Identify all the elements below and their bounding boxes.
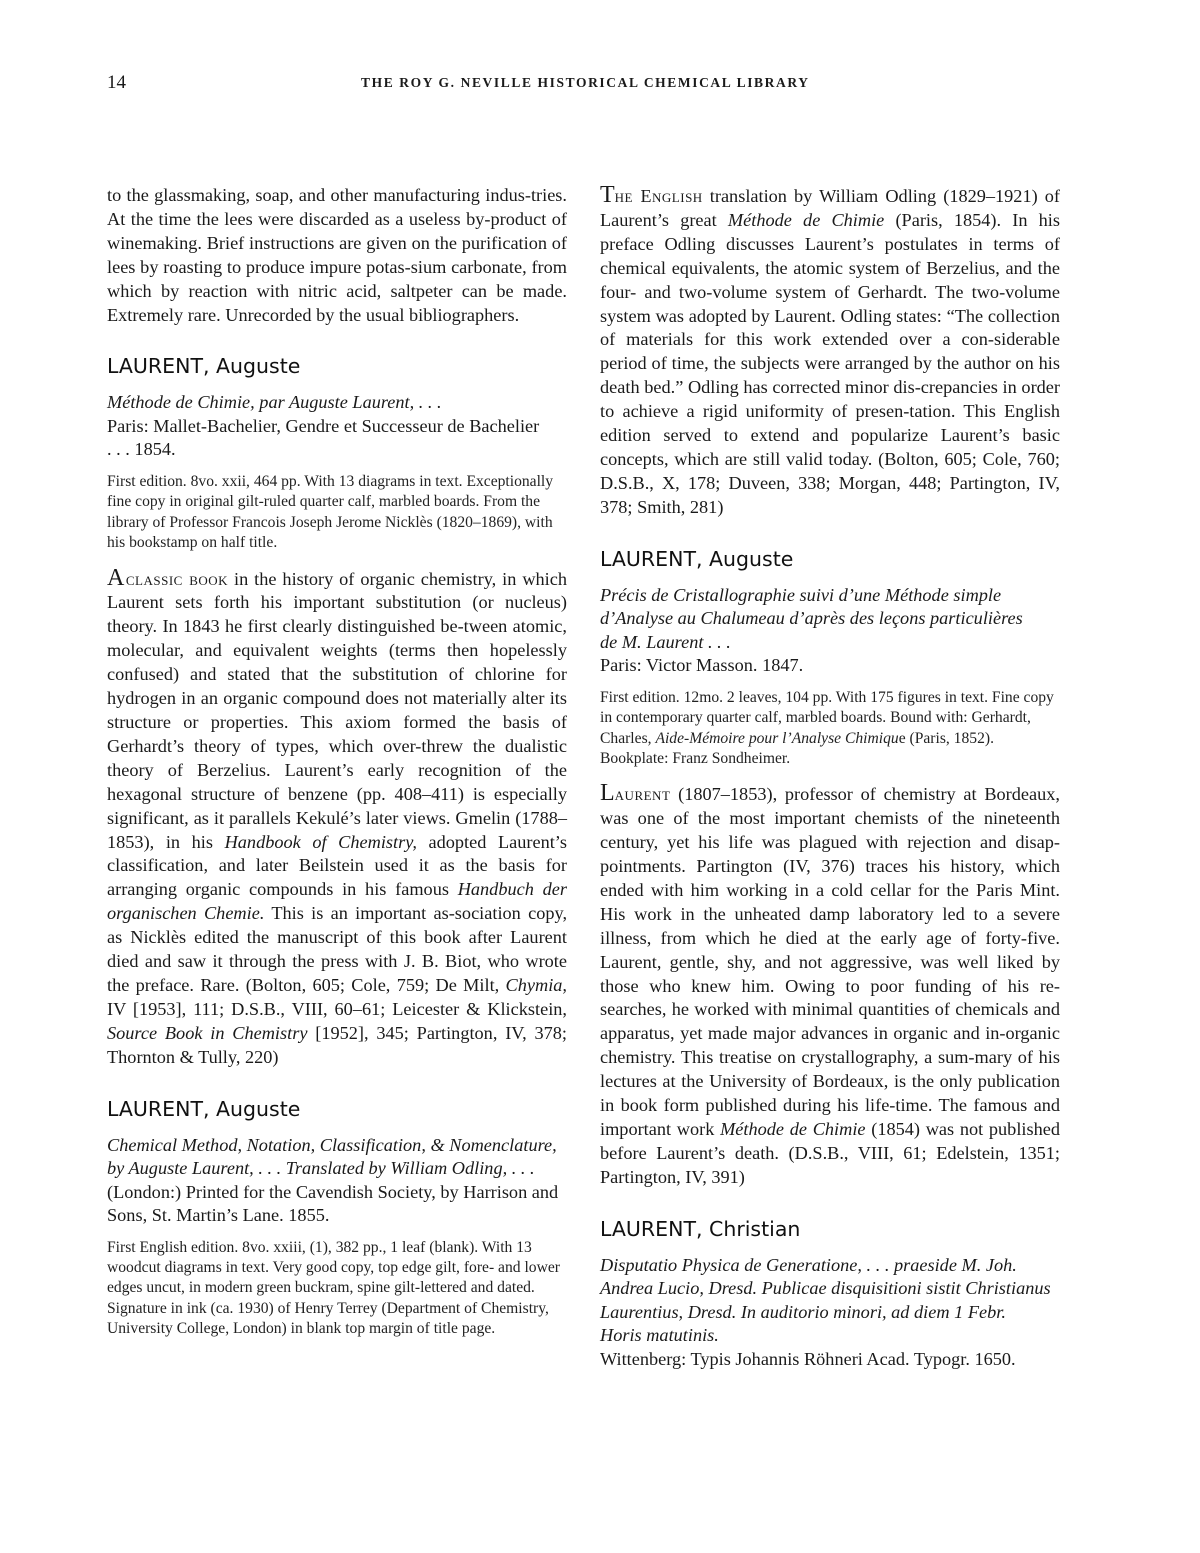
book-title-line: Laurentius, Dresd. In auditorio minori, ad diem 1 Febr. bbox=[600, 1301, 1006, 1322]
running-title: THE ROY G. NEVILLE HISTORICAL CHEMICAL LIBRARY bbox=[361, 75, 810, 90]
text-segment: in the history of organic chemistry, in which Laurent sets forth his important substitution (or nucleus) theory. In 1843 he first clearly distinguished be-tween atomic, molecular, and equivalent weights (terms then hopelessly confused) and stated that the substitution of chlorine for hydrogen in an organic compound does not materially alter its structure or properties. This axiom formed the basis of Gerhardt’s theory of types, which over-threw the dualistic theory of Berzelius. Laurent’s early recognition of the hexagonal structure of benzene (pp. 408–411) is especially significant, as it parallels Kekulé’s later views. Gmelin (1788–1853), in his bbox=[107, 568, 568, 852]
book-title-italic: Méthode de Chimie bbox=[720, 1119, 866, 1139]
text-segment: First edition. 12mo. 2 leaves, 104 pp. With 175 figures in text. Fine copy in contemporary quarter calf, marbled boards. Bound with: Gerhardt, Charles, bbox=[600, 688, 1054, 747]
book-title: Méthode de Chimie, par Auguste Laurent, . . . bbox=[107, 392, 442, 413]
imprint-line: Paris: Victor Masson. 1847. bbox=[600, 655, 804, 676]
entry-laurent-methode-de-chimie bbox=[107, 353, 567, 1069]
commentary-paragraph bbox=[600, 782, 1060, 1189]
commentary-paragraph bbox=[107, 564, 568, 1070]
text-segment: translation by William Odling (1829–1921) of Laurent’s great bbox=[600, 186, 1060, 230]
entry-laurent-chemical-method bbox=[107, 1096, 567, 1340]
imprint-line: (London:) Printed for the Cavendish Society, by Harrison and Sons, St. Martin’s Lane. 1855. bbox=[107, 1181, 559, 1226]
text-segment: e (Paris, 1852). Bookplate: Franz Sondheimer. bbox=[600, 729, 994, 767]
bibliographic-citation bbox=[107, 391, 567, 462]
text-segment: [1952], 345; Partington, IV, 378; Thornton & Tully, 220) bbox=[107, 1022, 568, 1067]
page-number: 14 bbox=[107, 72, 126, 93]
right-column bbox=[600, 184, 1060, 1381]
continued-paragraph: to the glassmaking, soap, and other manufacturing indus-tries. At the time the lees were discarded as a useless by-product of winemaking. Brief instructions are given on the purification of lees by roasting to produce impure potas-sium carbonate, from which by reaction with nitric acid, saltpeter can be made. Extremely rare. Unrecorded by the usual bibliographers. bbox=[107, 185, 567, 325]
book-title-line: by Auguste Laurent, . . . Translated by William Odling, . . . bbox=[107, 1158, 535, 1179]
imprint-line: . . . 1854. bbox=[107, 439, 176, 460]
continued-commentary bbox=[600, 184, 1060, 520]
running-header bbox=[107, 72, 810, 96]
book-title-italic: Aide-Mémoire pour l’Analyse Chimiqu bbox=[655, 729, 899, 747]
entry-heading: LAURENT, Auguste bbox=[600, 546, 794, 571]
lead-smallcaps: aurent bbox=[614, 784, 671, 805]
lead-initial: L bbox=[600, 780, 615, 807]
book-title-line: Disputatio Physica de Generatione, . . . praeside M. Joh. bbox=[600, 1254, 1017, 1275]
book-title-line: Andrea Lucio, Dresd. Publicae disquisitioni sistit Christianus bbox=[600, 1278, 1051, 1299]
imprint-line: Wittenberg: Typis Johannis Röhneri Acad. Typogr. 1650. bbox=[600, 1348, 1016, 1369]
book-title-italic: Handbook of Chemistry, bbox=[224, 831, 417, 852]
bibliographic-citation bbox=[600, 584, 1060, 678]
lead-initial: A bbox=[107, 564, 125, 591]
book-title-italic: Source Book in Chemistry bbox=[107, 1022, 308, 1043]
text-segment: adopted Laurent’s classification, and later Beilstein used it as the basis for arranging organic compounds in his famous bbox=[107, 831, 567, 900]
physical-description: First English edition. 8vo. xxiii, (1), 382 pp., 1 leaf (blank). With 13 woodcut diagrams in text. Very good copy, top edge gilt, fore- and lower edges uncut, in modern green buckram, spine gilt-lettered and dated. Signature in ink (ca. 1930) of Henry Terrey (Department of Chemistry, University College, London) in blank top margin of title page. bbox=[107, 1238, 560, 1338]
entry-heading: LAURENT, Auguste bbox=[107, 354, 301, 379]
entry-heading: LAURENT, Christian bbox=[600, 1216, 801, 1241]
entry-laurent-precis-de-cristallographie bbox=[600, 546, 1060, 1190]
text-segment: (1854) was not published before Laurent’s death. (D.S.B., VIII, 61; Edelstein, 1351; Partington, IV, 391) bbox=[600, 1119, 1060, 1187]
book-title-line: de M. Laurent . . . bbox=[600, 631, 731, 652]
text-segment: IV [1953], 111; D.S.B., VIII, 60–61; Leicester & Klickstein, bbox=[107, 998, 567, 1019]
left-column bbox=[107, 184, 567, 1353]
text-segment: (1807–1853), professor of chemistry at Bordeaux, was one of the most important chemists of the nineteenth century, yet his life was plagued with rejection and disap-pointments. Partington (IV, 376) traces his history, which ended with him working in a cold cellar for the Paris Mint. His work in the unheated damp laboratory led to a severe illness, from which he died at the early age of forty-five. Laurent, gentle, shy, and not aggressive, was well liked by those who knew him. Owing to poor funding of his re-searches, he worked with minimal quantities of chemicals and apparatus, yet made major advances in organic and in-organic chemistry. This treatise on crystallography, a sum-mary of his lectures at the University of Bordeaux, is the only publication in book form published during his life-time. The famous and important work bbox=[600, 784, 1060, 1139]
physical-description: First edition. 8vo. xxii, 464 pp. With 13 diagrams in text. Exceptionally fine copy in original gilt-ruled quarter calf, marbled boards. From the library of Professor Francois Joseph Jerome Nicklès (1820–1869), with his bookstamp on half title. bbox=[107, 472, 554, 552]
book-title-line: Horis matutinis. bbox=[600, 1325, 719, 1346]
book-title-line: Précis de Cristallographie suivi d’une Méthode simple bbox=[600, 584, 1002, 605]
lead-initial: T bbox=[600, 182, 615, 208]
book-title-italic: Handbuch der organischen Chemie. bbox=[107, 879, 567, 924]
lead-smallcaps: classic book bbox=[125, 568, 229, 589]
physical-description bbox=[600, 688, 1060, 770]
bibliographic-citation bbox=[600, 1254, 1060, 1372]
text-segment: This is an important as-sociation copy, as Nicklès edited the manuscript of this book after Laurent died and saw it through the press with J. B. Biot, who wrote the preface. Rare. (Bolton, 605; Cole, 759; De Milt, bbox=[107, 903, 568, 995]
imprint-line: Paris: Mallet-Bachelier, Gendre et Successeur de Bachelier bbox=[107, 415, 540, 436]
text-segment: (Paris, 1854). In his preface Odling discusses Laurent’s postulates in terms of chemical equivalents, the atomic system of Berzelius, and the four- and two-volume system of Gerhardt. The two-volume system was adopted by Laurent. Odling states: “The collection of materials for this work extended over a con-siderable period of time, the subjects were arranged by the author on his death bed.” Odling has corrected minor dis-crepancies in order to achieve a rigid uniformity of presen-tation. This English edition served to extend and popularize Laurent’s basic concepts, which are still valid today. (Bolton, 605; Cole, 760; D.S.B., X, 178; Duveen, 338; Morgan, 448; Partington, IV, 378; Smith, 281) bbox=[600, 209, 1060, 517]
book-title-line: Chemical Method, Notation, Classification, & Nomenclature, bbox=[107, 1134, 557, 1155]
entry-laurent-christian-disputatio bbox=[600, 1216, 1060, 1372]
entry-heading: LAURENT, Auguste bbox=[107, 1096, 301, 1121]
lead-smallcaps: he English bbox=[614, 186, 703, 206]
book-title-line: d’Analyse au Chalumeau d’après des leçons particulières bbox=[600, 608, 1023, 629]
book-title-italic: Méthode de Chimie bbox=[727, 209, 885, 230]
journal-title-italic: Chymia, bbox=[505, 974, 567, 995]
bibliographic-citation bbox=[107, 1134, 567, 1228]
